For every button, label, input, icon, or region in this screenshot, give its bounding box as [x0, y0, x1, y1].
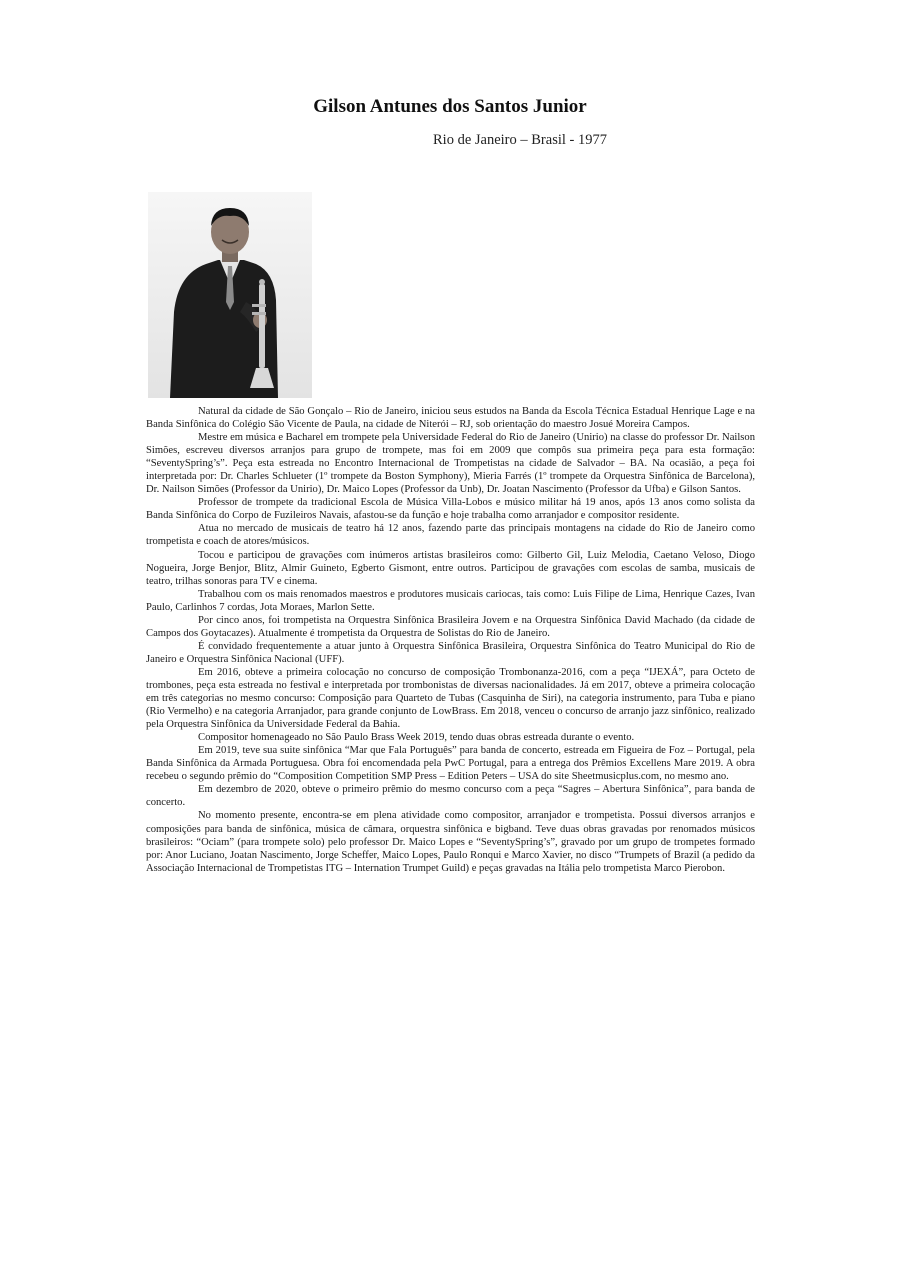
biography-paragraph: Em 2019, teve sua suite sinfônica “Mar que Fala Português” para banda de concerto, estreada em Figueira de Foz – Portugal, pela Banda Sinfônica da Armada Portuguesa. Obra foi encomendada pela PwC Portugal, para a entrega dos Prêmios Excellens Mare 2019. A obra recebeu o segundo prêmio do “Composition Competition SMP Press – Edition Peters – USA do site Sheetmusicplus.com, no mesmo ano.	[146, 745, 755, 783]
page-subtitle: Rio de Janeiro – Brasil - 1977	[433, 132, 607, 148]
biography-paragraph: Natural da cidade de São Gonçalo – Rio de Janeiro, iniciou seus estudos na Banda da Escola Técnica Estadual Henrique Lage e na Banda Sinfônica do Colégio São Vicente de Paula, na cidade de Niterói – RJ, sob orientação do maestro Josué Moreira Campos.	[146, 406, 755, 431]
portrait-photo	[148, 192, 312, 398]
page-title: Gilson Antunes dos Santos Junior	[313, 96, 587, 117]
biography-paragraph: Mestre em música e Bacharel em trompete pela Universidade Federal do Rio de Janeiro (Unirio) na classe do professor Dr. Nailson Simões, escreveu diversos arranjos para grupo de trompete, mas foi em 2009 que compôs sua primeira peça para esta formação: “SeventySpring’s”. Peça esta estreada no Encontro Internacional de Trompetistas na cidade de Salvador – BA. Na ocasião, a peça foi interpretada por: Dr. Charles Schlueter (1º trompete da Boston Symphony), Mieria Farrés (1º trompete da Orquestra Sinfônica de Barcelona), Dr. Nailson Simões (Professor da Unirio), Dr. Maico Lopes (Professor da Unb), Dr. Joatan Nascimento (Professor da Ufba) e Gilson Santos.	[146, 432, 755, 496]
biography-paragraph: Por cinco anos, foi trompetista na Orquestra Sinfônica Brasileira Jovem e na Orquestra Sinfônica David Machado (da cidade de Campos dos Goytacazes). Atualmente é trompetista da Orquestra de Solistas do Rio de Janeiro.	[146, 614, 755, 639]
biography-text	[146, 405, 755, 875]
biography-paragraph: Professor de trompete da tradicional Escola de Música Villa-Lobos e músico militar há 19 anos, após 13 anos como solista da Banda Sinfônica do Corpo de Fuzileiros Navais, afastou-se da função e hoje trabalha como arranjador e compositor residente.	[146, 497, 755, 522]
biography-paragraph: Tocou e participou de gravações com inúmeros artistas brasileiros como: Gilberto Gil, Luiz Melodia, Caetano Veloso, Diogo Nogueira, Jorge Benjor, Blitz, Almir Guineto, Egberto Gismont, entre outros. Participou de gravações com escolas de samba, musicais de teatro, trilhas sonoras para TV e cinema.	[146, 549, 755, 587]
biography-paragraph: No momento presente, encontra-se em plena atividade como compositor, arranjador e trompetista. Possui diversos arranjos e composições para banda de sinfônica, música de câmara, orquestra sinfônica e bigband. Teve duas obras gravadas por renomados músicos brasileiros: “Ociam” (para trompete solo) pelo professor Dr. Maico Lopes e “SeventySpring’s”, gravado por um grupo de trompetes formado por: Anor Luciano, Joatan Nascimento, Jorge Scheffer, Maico Lopes, Paulo Ronqui e Marco Xavier, no disco “Trumpets of Brazil (a pedido da Associação Internacional de Trompetistas ITG – Internation Trumpet Guild) e peças gravadas na Itália pelo trompetista Marco Pierobon.	[146, 810, 755, 874]
biography-paragraph: É convidado frequentemente a atuar junto à Orquestra Sinfônica Brasileira, Orquestra Sinfônica do Teatro Municipal do Rio de Janeiro e Orquestra Sinfônica Nacional (UFF).	[146, 640, 755, 665]
biography-paragraph: Trabalhou com os mais renomados maestros e produtores musicais cariocas, tais como: Luis Filipe de Lima, Henrique Cazes, Ivan Paulo, Carlinhos 7 cordas, Jota Moraes, Marlon Sette.	[146, 588, 755, 613]
portrait-illustration	[148, 192, 312, 398]
biography-paragraph: Em dezembro de 2020, obteve o primeiro prêmio do mesmo concurso com a peça “Sagres – Abertura Sinfônica”, para banda de concerto.	[146, 784, 755, 809]
biography-paragraph: Em 2016, obteve a primeira colocação no concurso de composição Trombonanza-2016, com a peça “IJEXÁ”, para Octeto de trombones, peça esta estreada no festival e interpretada por trombonistas de diversas nacionalidades. Já em 2017, obteve a primeira colocação em três categorias no mesmo concurso: Composição para Quarteto de Tubas (Casquinha de Siri), na categoria instrumento, para Tuba e piano (Rio Vermelho) e na categoria Arranjador, para grande conjunto de LowBrass. Em 2018, venceu o concurso de arranjo jazz sinfônico, realizado pela Orquestra Sinfônica da Universidade Federal da Bahia.	[146, 666, 755, 731]
biography-paragraph: Atua no mercado de musicais de teatro há 12 anos, fazendo parte das principais montagens na cidade do Rio de Janeiro como trompetista e coach de atores/músicos.	[146, 523, 755, 548]
biography-paragraph: Compositor homenageado no São Paulo Brass Week 2019, tendo duas obras estreada durante o evento.	[198, 732, 635, 744]
